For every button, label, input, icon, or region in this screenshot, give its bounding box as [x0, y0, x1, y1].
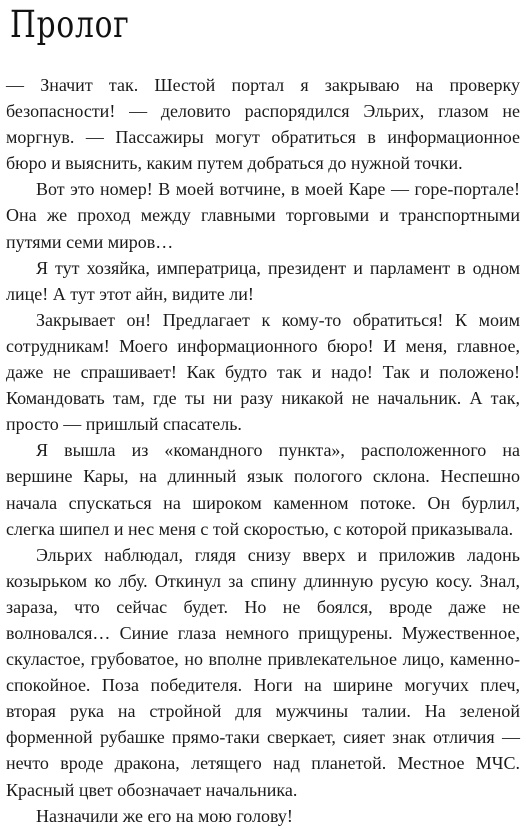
- paragraph-3: Я тут хозяйка, императрица, президент и парламент в одном лице! А тут этот айн, видите ли!: [6, 257, 520, 304]
- paragraph-7: Назначили же его на мою голову!: [36, 805, 293, 826]
- paragraph-1: — Значит так. Шестой портал я закрываю на проверку безопасности! — деловито распорядился Эльрих, глазом не моргнув. — Пассажиры могут обратиться в информационное бюро и выяснить, каким путем добраться до нужной точки.: [6, 75, 520, 174]
- paragraph-4: Закрывает он! Предлагает к кому-то обратиться! К моим сотрудникам! Моего информационного бюро! И меня, главное, даже не спрашивает! Как будто так и надо! Так и положено! Командовать там, где ты ни разу никакой не начальник. А так, просто — пришлый спасатель.: [6, 309, 520, 435]
- paragraph-5: Я вышла из «командного пункта», расположенного на вершине Кары, на длинный язык пологого склона. Неспешно начала спускаться на широком каменном потоке. Он бурлил, слегка шипел и нес меня с той скоростью, с которой приказывала.: [6, 440, 520, 539]
- paragraph-2: Вот это номер! В моей вотчине, в моей Каре — горе-портале! Она же проход между главными торговыми и транспортными путями семи миров…: [6, 179, 520, 252]
- chapter-text: [6, 72, 520, 829]
- paragraph-6: Эльрих наблюдал, глядя снизу вверх и приложив ладонь козырьком ко лбу. Откинул за спину длинную русую косу. Знал, зараза, что сейчас будет. Но не боялся, вроде даже не волновался… Синие глаза немного прищурены. Мужественное, скуластое, грубоватое, но вполне привлекательное лицо, каменно-спокойное. Поза победителя. Ноги на ширине могучих плеч, вторая рука на стройной для мужчины талии. На зеленой форменной рубашке прямо-таки сверкает, сияет знак отличия — нечто вроде дракона, летящего над планетой. Местное МЧС. Красный цвет обозначает начальника.: [6, 544, 520, 800]
- chapter-title: Пролог: [10, 3, 130, 46]
